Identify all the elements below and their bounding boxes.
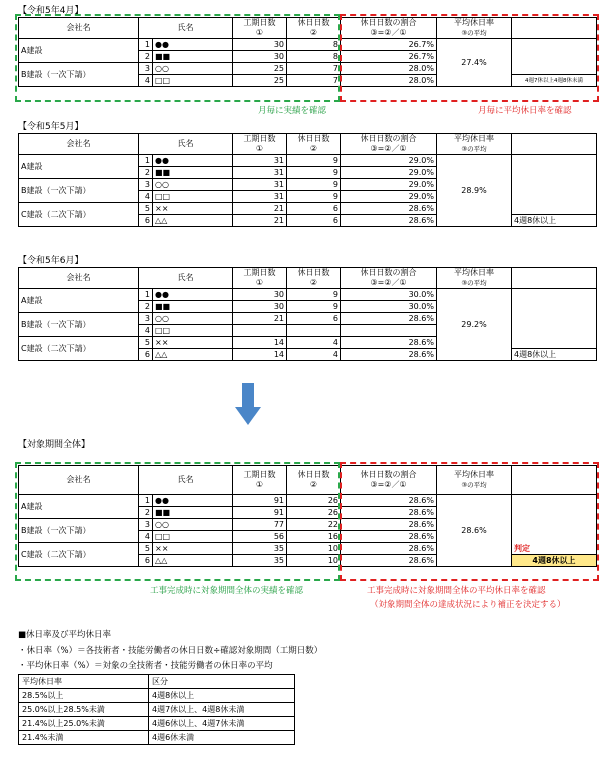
work-days: 31 bbox=[233, 155, 287, 167]
work-days: 30 bbox=[233, 39, 287, 51]
work-days: 21 bbox=[233, 203, 287, 215]
work-days: 91 bbox=[233, 495, 287, 507]
hdr-company: 会社名 bbox=[19, 134, 139, 155]
hdr-company: 会社名 bbox=[19, 268, 139, 289]
total-red-box bbox=[340, 462, 599, 581]
work-days: 31 bbox=[233, 179, 287, 191]
june-table bbox=[18, 267, 597, 361]
worker-name: ●● bbox=[153, 39, 233, 51]
ratio: 28.0% bbox=[341, 75, 437, 87]
worker-name: ×× bbox=[153, 543, 233, 555]
worker-name: △△ bbox=[153, 215, 233, 227]
holidays: 9 bbox=[287, 191, 341, 203]
avg-value: 28.9% bbox=[437, 155, 512, 227]
grade-cell: 4週8休以上 bbox=[512, 349, 597, 361]
legend-line-2: ・平均休日率（%）＝対象の全技術者・技能労働者の休日率の平均 bbox=[18, 661, 273, 671]
company-cell: A建設 bbox=[19, 289, 139, 313]
ratio: 30.0% bbox=[341, 289, 437, 301]
row-no: 3 bbox=[139, 63, 153, 75]
legend-grade: 4週6休以上、4週7休未満 bbox=[149, 717, 295, 731]
legend-grade: 4週8休以上 bbox=[149, 689, 295, 703]
hdr-work-days: 工期日数 ① bbox=[233, 268, 287, 289]
row-no: 6 bbox=[139, 215, 153, 227]
legend-heading: ■休日率及び平均休日率 bbox=[18, 630, 112, 640]
grade-stamp: 4週8休以上 bbox=[512, 555, 597, 567]
total-note-right: 工事完成時に対象期間全体の平均休日率を確認 bbox=[367, 586, 546, 596]
worker-name: △△ bbox=[153, 555, 233, 567]
row-no: 3 bbox=[139, 313, 153, 325]
row-no: 1 bbox=[139, 39, 153, 51]
worker-name: □□ bbox=[153, 191, 233, 203]
row-no: 1 bbox=[139, 155, 153, 167]
worker-name: ×× bbox=[153, 203, 233, 215]
legend-table bbox=[18, 674, 295, 745]
worker-name: △△ bbox=[153, 349, 233, 361]
company-cell: C建設（二次下請） bbox=[19, 203, 139, 227]
work-days: 14 bbox=[233, 337, 287, 349]
legend-range: 28.5%以上 bbox=[19, 689, 149, 703]
row-no: 2 bbox=[139, 301, 153, 313]
ratio: 29.0% bbox=[341, 155, 437, 167]
grade-blank bbox=[512, 289, 597, 349]
holidays: 9 bbox=[287, 289, 341, 301]
holidays: 6 bbox=[287, 313, 341, 325]
hdr-holidays: 休日日数 ② bbox=[287, 134, 341, 155]
holidays: 4 bbox=[287, 349, 341, 361]
hdr-work-days: 工期日数 ① bbox=[233, 134, 287, 155]
row-no: 5 bbox=[139, 203, 153, 215]
worker-name: ○○ bbox=[153, 179, 233, 191]
work-days: 91 bbox=[233, 507, 287, 519]
company-cell: A建設 bbox=[19, 155, 139, 179]
holidays: 8 bbox=[287, 51, 341, 63]
worker-name: ○○ bbox=[153, 63, 233, 75]
hdr-ratio: 休日日数の割合 ③=②／① bbox=[341, 466, 437, 495]
row-no: 2 bbox=[139, 507, 153, 519]
worker-name: ■■ bbox=[153, 507, 233, 519]
total-note-left: 工事完成時に対象期間全体の実績を確認 bbox=[150, 586, 304, 596]
ratio bbox=[341, 325, 437, 337]
ratio: 28.6% bbox=[341, 215, 437, 227]
work-days: 30 bbox=[233, 51, 287, 63]
june-title: 【令和5年6月】 bbox=[18, 256, 84, 266]
hdr-company: 会社名 bbox=[19, 466, 139, 495]
holidays: 22 bbox=[287, 519, 341, 531]
hdr-name: 氏名 bbox=[139, 134, 233, 155]
holidays: 9 bbox=[287, 301, 341, 313]
work-days bbox=[233, 325, 287, 337]
legend-range: 21.4%未満 bbox=[19, 731, 149, 745]
work-days: 14 bbox=[233, 349, 287, 361]
april-green-box bbox=[15, 14, 340, 102]
hdr-avg: 平均休日率 ③の平均 bbox=[437, 268, 512, 289]
work-days: 77 bbox=[233, 519, 287, 531]
row-no: 1 bbox=[139, 495, 153, 507]
work-days: 31 bbox=[233, 191, 287, 203]
ratio: 28.6% bbox=[341, 495, 437, 507]
ratio: 26.7% bbox=[341, 39, 437, 51]
holidays: 10 bbox=[287, 543, 341, 555]
holidays: 9 bbox=[287, 179, 341, 191]
hdr-work-days: 工期日数 ① bbox=[233, 466, 287, 495]
holidays bbox=[287, 325, 341, 337]
may-table bbox=[18, 133, 597, 227]
ratio: 28.6% bbox=[341, 507, 437, 519]
avg-value: 28.6% bbox=[437, 495, 512, 567]
holidays: 6 bbox=[287, 215, 341, 227]
work-days: 35 bbox=[233, 555, 287, 567]
row-no: 1 bbox=[139, 289, 153, 301]
april-note-right: 月毎に平均休日率を確認 bbox=[478, 106, 572, 116]
holidays: 7 bbox=[287, 63, 341, 75]
company-cell: C建設（二次下請） bbox=[19, 337, 139, 361]
april-title: 【令和5年4月】 bbox=[18, 6, 84, 16]
worker-name: ×× bbox=[153, 337, 233, 349]
row-no: 3 bbox=[139, 179, 153, 191]
holidays: 7 bbox=[287, 75, 341, 87]
company-cell: B建設（一次下請） bbox=[19, 313, 139, 337]
work-days: 31 bbox=[233, 167, 287, 179]
work-days: 30 bbox=[233, 289, 287, 301]
hdr-avg: 平均休日率 ③の平均 bbox=[437, 466, 512, 495]
worker-name: □□ bbox=[153, 325, 233, 337]
worker-name: □□ bbox=[153, 75, 233, 87]
worker-name: ■■ bbox=[153, 167, 233, 179]
worker-name: ■■ bbox=[153, 51, 233, 63]
holidays: 9 bbox=[287, 167, 341, 179]
hdr-avg: 平均休日率 ③の平均 bbox=[437, 134, 512, 155]
holidays: 16 bbox=[287, 531, 341, 543]
hdr-holidays: 休日日数 ② bbox=[287, 268, 341, 289]
ratio: 28.6% bbox=[341, 555, 437, 567]
legend-range: 21.4%以上25.0%未満 bbox=[19, 717, 149, 731]
total-title: 【対象期間全体】 bbox=[18, 440, 91, 450]
ratio: 26.7% bbox=[341, 51, 437, 63]
work-days: 25 bbox=[233, 75, 287, 87]
hdr-company: 会社名 bbox=[19, 18, 139, 39]
hdr-avg: 平均休日率 ③の平均 bbox=[437, 18, 512, 39]
hdr-work-days: 工期日数 ① bbox=[233, 18, 287, 39]
april-red-box bbox=[340, 14, 599, 102]
legend-grade: 4週6休未満 bbox=[149, 731, 295, 745]
holidays: 9 bbox=[287, 155, 341, 167]
ratio: 28.6% bbox=[341, 337, 437, 349]
avg-value: 27.4% bbox=[437, 39, 512, 87]
ratio: 30.0% bbox=[341, 301, 437, 313]
company-cell: B建設（一次下請） bbox=[19, 63, 139, 87]
grade-cell: 4週8休以上 bbox=[512, 215, 597, 227]
hdr-ratio: 休日日数の割合 ③=②／① bbox=[341, 18, 437, 39]
row-no: 3 bbox=[139, 519, 153, 531]
ratio: 28.6% bbox=[341, 313, 437, 325]
worker-name: ●● bbox=[153, 155, 233, 167]
holidays: 8 bbox=[287, 39, 341, 51]
company-cell: B建設（一次下請） bbox=[19, 519, 139, 543]
ratio: 28.6% bbox=[341, 543, 437, 555]
hdr-holidays: 休日日数 ② bbox=[287, 18, 341, 39]
row-no: 2 bbox=[139, 51, 153, 63]
holidays: 6 bbox=[287, 203, 341, 215]
legend-col-avg: 平均休日率 bbox=[19, 675, 149, 689]
grade-cell: 4週7休以上4週8休未満 bbox=[512, 75, 597, 87]
legend-col-grade: 区分 bbox=[149, 675, 295, 689]
work-days: 35 bbox=[233, 543, 287, 555]
row-no: 5 bbox=[139, 543, 153, 555]
hdr-holidays: 休日日数 ② bbox=[287, 466, 341, 495]
hdr-blank bbox=[512, 268, 597, 289]
down-arrow-icon bbox=[235, 383, 261, 425]
ratio: 29.0% bbox=[341, 191, 437, 203]
work-days: 21 bbox=[233, 313, 287, 325]
worker-name: ○○ bbox=[153, 519, 233, 531]
hdr-ratio: 休日日数の割合 ③=②／① bbox=[341, 268, 437, 289]
holidays: 26 bbox=[287, 495, 341, 507]
holidays: 10 bbox=[287, 555, 341, 567]
hdr-name: 氏名 bbox=[139, 466, 233, 495]
legend-range: 25.0%以上28.5%未満 bbox=[19, 703, 149, 717]
company-cell: A建設 bbox=[19, 495, 139, 519]
worker-name: □□ bbox=[153, 531, 233, 543]
work-days: 30 bbox=[233, 301, 287, 313]
ratio: 28.6% bbox=[341, 531, 437, 543]
ratio: 28.6% bbox=[341, 203, 437, 215]
row-no: 4 bbox=[139, 75, 153, 87]
worker-name: ●● bbox=[153, 495, 233, 507]
row-no: 4 bbox=[139, 191, 153, 203]
company-cell: A建設 bbox=[19, 39, 139, 63]
row-no: 6 bbox=[139, 555, 153, 567]
total-note-right-2: （対象期間全体の達成状況により補正を決定する） bbox=[370, 600, 566, 610]
worker-name: ■■ bbox=[153, 301, 233, 313]
legend-line-1: ・休日率（%）＝各技術者・技能労働者の休日日数÷確認対象期間（工期日数） bbox=[18, 646, 323, 656]
work-days: 21 bbox=[233, 215, 287, 227]
work-days: 25 bbox=[233, 63, 287, 75]
company-cell: B建設（一次下請） bbox=[19, 179, 139, 203]
judge-label: 判定 bbox=[514, 544, 530, 553]
holidays: 4 bbox=[287, 337, 341, 349]
grade-blank bbox=[512, 155, 597, 215]
holidays: 26 bbox=[287, 507, 341, 519]
ratio: 29.0% bbox=[341, 179, 437, 191]
worker-name: ○○ bbox=[153, 313, 233, 325]
legend-grade: 4週7休以上、4週8休未満 bbox=[149, 703, 295, 717]
row-no: 4 bbox=[139, 531, 153, 543]
ratio: 28.0% bbox=[341, 63, 437, 75]
worker-name: ●● bbox=[153, 289, 233, 301]
ratio: 28.6% bbox=[341, 349, 437, 361]
april-note-left: 月毎に実績を確認 bbox=[258, 106, 327, 116]
hdr-ratio: 休日日数の割合 ③=②／① bbox=[341, 134, 437, 155]
row-no: 5 bbox=[139, 337, 153, 349]
company-cell: C建設（二次下請） bbox=[19, 543, 139, 567]
work-days: 56 bbox=[233, 531, 287, 543]
hdr-name: 氏名 bbox=[139, 18, 233, 39]
may-title: 【令和5年5月】 bbox=[18, 122, 84, 132]
hdr-blank bbox=[512, 134, 597, 155]
ratio: 28.6% bbox=[341, 519, 437, 531]
row-no: 6 bbox=[139, 349, 153, 361]
total-green-box bbox=[15, 462, 340, 581]
avg-value: 29.2% bbox=[437, 289, 512, 361]
row-no: 4 bbox=[139, 325, 153, 337]
hdr-name: 氏名 bbox=[139, 268, 233, 289]
ratio: 29.0% bbox=[341, 167, 437, 179]
row-no: 2 bbox=[139, 167, 153, 179]
